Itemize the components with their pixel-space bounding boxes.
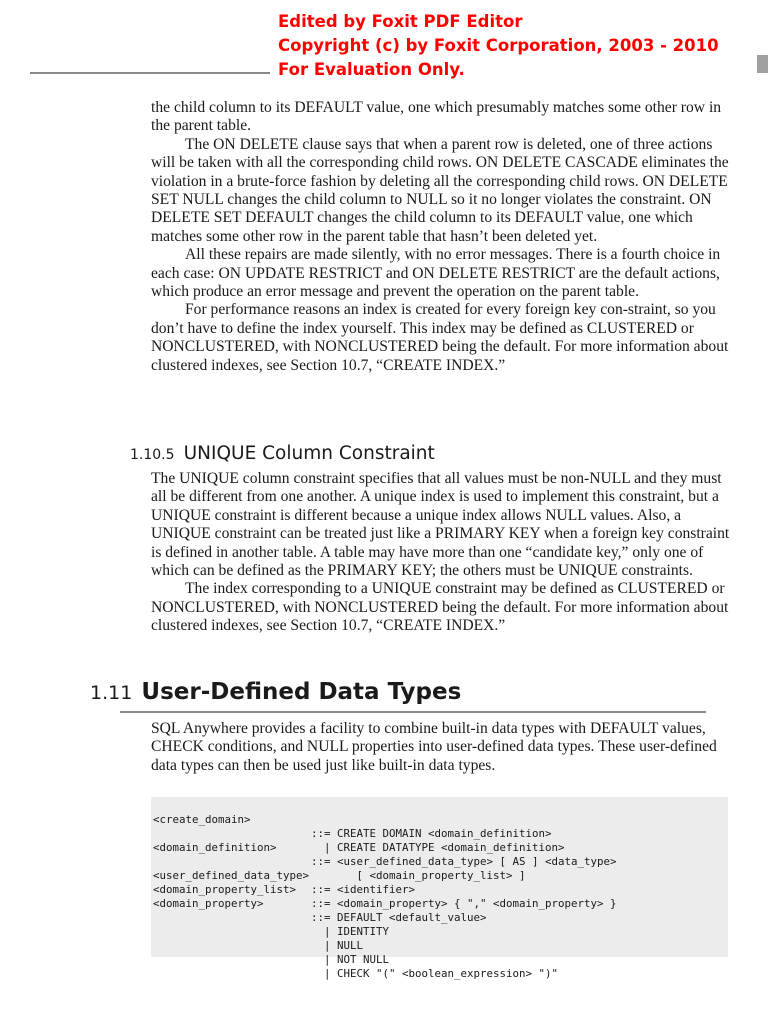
code-rule: | IDENTITY bbox=[311, 925, 390, 938]
top-text-block bbox=[151, 99, 731, 375]
code-nonterminal: <user_defined_data_type> bbox=[153, 869, 310, 882]
paragraph: The ON DELETE clause says that when a parent row is deleted, one of three actions will be taken with all the corresponding child rows. ON DELETE CASCADE eliminates the violation in a brute-force fashion by deleting all the corresponding child rows. ON DELETE SET NULL changes the child column to NULL so it no longer violates the constraint. ON DELETE SET DEFAULT changes the child column to its DEFAULT value, one which matches some other row in the parent table that hasn’t been deleted yet. bbox=[151, 135, 729, 245]
watermark-line-3: For Evaluation Only. bbox=[278, 60, 465, 79]
section-number: 1.11 bbox=[90, 682, 133, 704]
section-rule bbox=[120, 711, 706, 713]
code-rule: | NULL bbox=[311, 939, 364, 952]
watermark-line-1: Edited by Foxit PDF Editor bbox=[278, 12, 523, 31]
syntax-code-block bbox=[151, 797, 728, 980]
code-rule: ::= CREATE DOMAIN <domain_definition> bbox=[311, 827, 552, 840]
foxit-watermark bbox=[278, 10, 719, 82]
page-edge-tab bbox=[757, 55, 768, 73]
code-rule: [ <domain_property_list> ] bbox=[311, 869, 526, 882]
code-rule: | CHECK "(" <boolean_expression> ")" bbox=[311, 967, 559, 980]
paragraph: the child column to its DEFAULT value, one which presumably matches some other row in the parent table. bbox=[151, 99, 722, 135]
code-nonterminal: <domain_property> bbox=[153, 897, 264, 910]
code-nonterminal: <domain_property_list> bbox=[153, 883, 297, 896]
watermark-line-2: Copyright (c) by Foxit Corporation, 2003 - 2010 bbox=[278, 36, 719, 55]
paragraph: SQL Anywhere provides a facility to combine built-in data types with DEFAULT values, CHECK conditions, and NULL properties into user-defined data types. These user-defined data types can then be used just like built-in data types. bbox=[151, 720, 717, 774]
section-heading bbox=[90, 679, 461, 705]
paragraph: The UNIQUE column constraint specifies that all values must be non-NULL and they must all be different from one another. A unique index is used to implement this constraint, but a UNIQUE constraint is different because a unique index allows NULL values. Also, a UNIQUE constraint can be treated just like a PRIMARY KEY when a foreign key constraint is defined in another table. A table may have more than one “candidate key,” only one of which can be defined as the PRIMARY KEY; the others must be UNIQUE constraints. bbox=[151, 470, 730, 580]
code-nonterminal: <domain_definition> bbox=[153, 841, 277, 854]
code-rule: ::= DEFAULT <default_value> bbox=[311, 911, 487, 924]
paragraph: The index corresponding to a UNIQUE constraint may be defined as CLUSTERED or NONCLUSTERED, with NONCLUSTERED being the default. For more information about clustered indexes, see Section 10.7, “CREATE INDEX.” bbox=[151, 580, 729, 635]
code-rule: ::= <identifier> bbox=[311, 883, 416, 896]
code-nonterminal: <create_domain> bbox=[153, 813, 251, 826]
section-title: User-Defined Data Types bbox=[141, 679, 462, 705]
subsection-heading bbox=[130, 443, 435, 464]
code-rule: ::= <domain_property> { "," <domain_property> } bbox=[311, 897, 617, 910]
udt-text-block bbox=[151, 720, 731, 775]
code-rule: | NOT NULL bbox=[311, 953, 390, 966]
subsection-number: 1.10.5 bbox=[130, 447, 175, 463]
paragraph: For performance reasons an index is created for every foreign key con-straint, so you don’t have to define the index yourself. This index may be defined as CLUSTERED or NONCLUSTERED, with NONCLUSTERED being the default. For more information about clustered indexes, see Section 10.7, “CREATE INDEX.” bbox=[151, 301, 729, 374]
code-rule: | CREATE DATATYPE <domain_definition> bbox=[311, 841, 565, 854]
paragraph: All these repairs are made silently, with no error messages. There is a fourth choice in each case: ON UPDATE RESTRICT and ON DELETE RESTRICT are the default actions, which produce an error message and prevent the operation on the parent table. bbox=[151, 246, 721, 301]
subsection-title: UNIQUE Column Constraint bbox=[183, 443, 435, 464]
unique-text-block bbox=[151, 470, 731, 636]
header-rule bbox=[30, 72, 270, 74]
code-rule: ::= <user_defined_data_type> [ AS ] <data_type> bbox=[311, 855, 617, 868]
code-line bbox=[151, 799, 552, 840]
